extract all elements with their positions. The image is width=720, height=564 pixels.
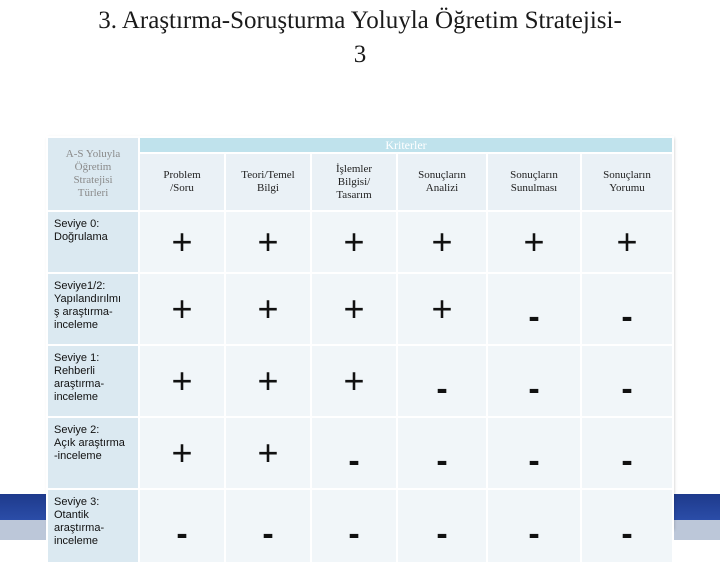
row-header-line: Seviye 3:: [54, 496, 100, 508]
plus-mark: +: [343, 221, 365, 262]
minus-mark: -: [621, 515, 633, 553]
table-row: [47, 489, 673, 563]
table-cell: [487, 211, 581, 273]
table-cell: [487, 489, 581, 563]
plus-mark: +: [171, 360, 193, 401]
minus-mark: -: [528, 442, 540, 480]
column-header: [397, 153, 487, 211]
table-cell: [397, 273, 487, 345]
minus-mark: -: [262, 515, 274, 553]
plus-mark: +: [171, 221, 193, 262]
plus-mark: +: [616, 221, 638, 262]
column-header-line: Sonuçların: [418, 169, 466, 181]
plus-mark: +: [257, 221, 279, 262]
plus-mark: +: [257, 432, 279, 473]
column-header: [225, 153, 311, 211]
minus-mark: -: [621, 298, 633, 336]
strategy-table: [46, 136, 672, 553]
criteria-header: Kriterler: [139, 137, 673, 153]
row-header-line: -inceleme: [54, 450, 102, 462]
plus-mark: +: [343, 288, 365, 329]
column-header-line: Teori/Temel: [241, 169, 295, 181]
row-header-line: Seviye1/2:: [54, 280, 106, 292]
minus-mark: -: [176, 515, 188, 553]
page-title-line1: 3. Araştırma-Soruşturma Yoluyla Öğretim Stratejisi-: [98, 7, 622, 34]
row-header-line: Seviye 2:: [54, 424, 100, 436]
column-header: [581, 153, 673, 211]
minus-mark: -: [621, 442, 633, 480]
row-header-line: araştırma-: [54, 378, 105, 390]
table-row: [47, 345, 673, 417]
table-cell: [225, 211, 311, 273]
table-cell: [139, 417, 225, 489]
column-header-line: Sonuçların: [510, 169, 558, 181]
table-cell: [311, 273, 397, 345]
row-header: [47, 417, 139, 489]
row-header-line: araştırma-: [54, 522, 105, 534]
row-header-line: Yapılandırılmı: [54, 293, 122, 305]
column-header-line: Bilgi: [256, 182, 279, 194]
table-row: [47, 211, 673, 273]
corner-line: Türleri: [77, 187, 109, 199]
minus-mark: -: [348, 515, 360, 553]
minus-mark: -: [528, 370, 540, 408]
table-cell: [487, 345, 581, 417]
table-cell: [581, 273, 673, 345]
column-header-line: Bilgisi/: [337, 175, 371, 188]
table-cell: [487, 417, 581, 489]
plus-mark: +: [171, 288, 193, 329]
table-cell: [225, 417, 311, 489]
table-cell: [139, 273, 225, 345]
table-row: [47, 417, 673, 489]
table-cell: [225, 489, 311, 563]
corner-line: Öğretim: [74, 161, 112, 173]
row-header-line: ş araştırma-: [54, 306, 113, 318]
row-header-line: Doğrulama: [54, 231, 108, 243]
plus-mark: +: [257, 288, 279, 329]
column-header-line: Analizi: [425, 182, 459, 194]
table-cell: [225, 273, 311, 345]
table-cell: [487, 273, 581, 345]
plus-mark: +: [171, 432, 193, 473]
column-header-line: Sonuçların: [603, 169, 651, 181]
row-header-line: Seviye 0:: [54, 218, 100, 230]
column-header-line: Sunulması: [510, 182, 558, 194]
page-title: [0, 4, 720, 72]
minus-mark: -: [528, 298, 540, 336]
row-header-line: Otantik: [54, 509, 89, 521]
table-cell: [311, 489, 397, 563]
column-header: [311, 153, 397, 211]
table-cell: [139, 489, 225, 563]
table-cell: [397, 211, 487, 273]
row-header: [47, 345, 139, 417]
column-header-line: /Soru: [170, 182, 194, 194]
column-header: [139, 153, 225, 211]
column-header-line: İşlemler: [335, 162, 373, 175]
row-header: [47, 489, 139, 563]
column-header-line: Problem: [163, 169, 201, 181]
table-cell: [311, 211, 397, 273]
row-header-line: Açık araştırma: [54, 437, 125, 449]
column-header-line: Tasarım: [336, 188, 372, 201]
minus-mark: -: [621, 370, 633, 408]
row-header: [47, 211, 139, 273]
plus-mark: +: [431, 288, 453, 329]
minus-mark: -: [436, 442, 448, 480]
table-cell: [139, 345, 225, 417]
page-title-line2: 3: [353, 41, 367, 68]
minus-mark: -: [436, 515, 448, 553]
corner-line: Stratejisi: [73, 174, 113, 186]
row-header-line: inceleme: [54, 535, 99, 547]
table-cell: [581, 211, 673, 273]
table-cell: [139, 211, 225, 273]
minus-mark: -: [528, 515, 540, 553]
table-cell: [397, 489, 487, 563]
minus-mark: -: [348, 442, 360, 480]
table-cell: [311, 417, 397, 489]
row-header: [47, 273, 139, 345]
table-cell: [397, 417, 487, 489]
plus-mark: +: [431, 221, 453, 262]
corner-header: [47, 137, 139, 211]
corner-line: A-S Yoluyla: [65, 148, 121, 160]
column-header: [487, 153, 581, 211]
row-header-line: inceleme: [54, 391, 99, 403]
table-cell: [397, 345, 487, 417]
table-cell: [225, 345, 311, 417]
table-row: [47, 273, 673, 345]
row-header-line: inceleme: [54, 319, 99, 331]
plus-mark: +: [523, 221, 545, 262]
table-cell: [581, 489, 673, 563]
column-header-line: Yorumu: [609, 182, 645, 194]
plus-mark: +: [257, 360, 279, 401]
row-header-line: Seviye 1:: [54, 352, 100, 364]
table-cell: [311, 345, 397, 417]
row-header-line: Rehberli: [54, 365, 95, 377]
table-cell: [581, 345, 673, 417]
table-cell: [581, 417, 673, 489]
minus-mark: -: [436, 370, 448, 408]
plus-mark: +: [343, 360, 365, 401]
